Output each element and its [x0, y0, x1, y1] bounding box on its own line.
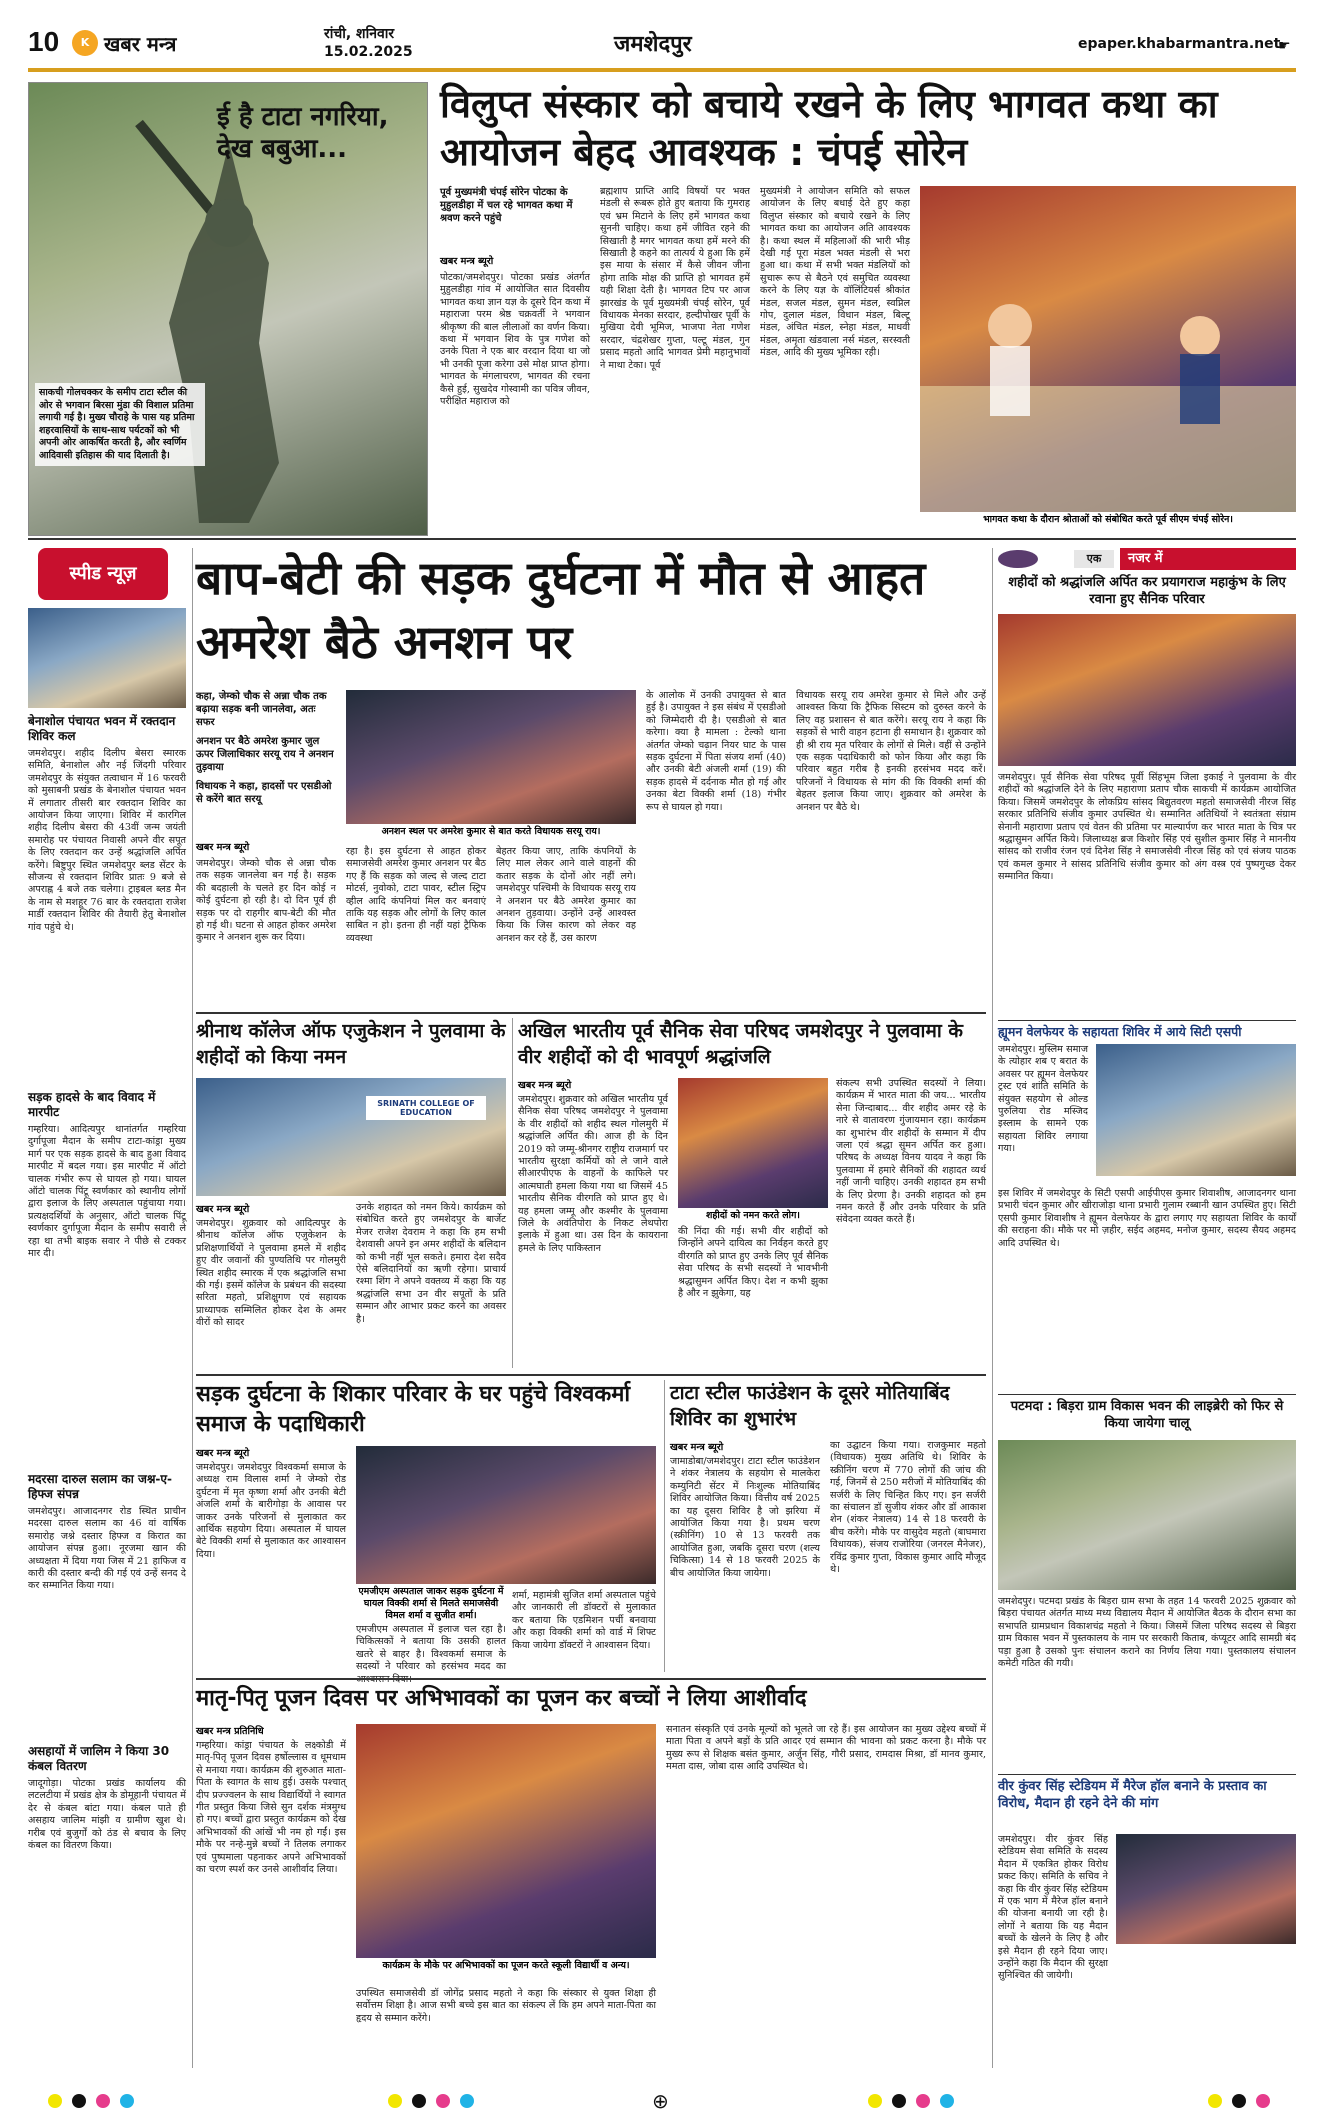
sainik-col-3: संकल्प सभी उपस्थित सदस्यों ने लिया। कार्यक्रम में भारत माता की जय... भारतीय सेना जिन्दाबाद... वीर शहीद अमर रहे के नारे से वातावरण गुंजायमान रहा। कार्यक्रम का शुभारंभ वीर शहीदों के सम्मान में दीप जला एवं श्रद्धा सुमन अर्पित कर हुआ। परिषद के अध्यक्ष विनय यादव ने कहा कि पुलवामा में हमारे सैनिकों की शहादत व्यर्थ नहीं जानी चाहिए। उनकी शहादत हम सभी के लिए प्रेरणा है। उनकी शहादत को हम नमन करते हैं और उनके परिवार के प्रति संवेदना व्यक्त करते हैं। — [836, 1078, 986, 1226]
registration-dot-icon — [1208, 2094, 1222, 2108]
column-divider — [992, 548, 993, 2068]
lead-byline: खबर मन्त्र ब्यूरो — [440, 256, 494, 267]
print-registration-marks — [28, 2090, 1296, 2114]
speed-news-text: जमशेदपुर। आजादनगर रोड स्थित प्राचीन मदरसा दारुल सलाम का 46 वां वार्षिक समारोह जश्ने दस्तार हिफ्ज व किरात का आयोजन संपन्न हुआ। नूरजमा खान की अध्यक्षता में दिया गया जिस में 21 हाफिज व कारी की दस्तार बन्दी की गई एवं उन्हें सनद दे कर सम्मानित किया गया। — [28, 1506, 186, 1592]
speed-news-headline: मदरसा दारुल सलाम का जश्न-ए-हिफ्ज संपन्न — [28, 1472, 173, 1501]
speed-news-headline: बेनाशोल पंचायत भवन में रक्तदान शिविर कल — [28, 714, 176, 743]
tata-camp-headline: टाटा स्टील फाउंडेशन के दूसरे मोतियाबिंद शिविर का शुभारंभ — [670, 1382, 950, 1430]
lead-photo-caption: भागवत कथा के दौरान श्रोताओं को संबोधित करते पूर्व सीएम चंपई सोरेन। — [983, 514, 1233, 525]
lead-col-1: पोटका/जमशेदपुर। पोटका प्रखंड अंतर्गत मुहुलडीहा गांव में आयोजित सात दिवसीय भागवत कथा ज्ञान यज्ञ के दूसरे दिन कथा में महाराजा परम श्रेष्ठ चक्रवर्ती ने भगवान श्रीकृष्ण की बाल लीलाओं का वर्णन किया। कथा में भगवान शिव के पुत्र गणेश को उनके पिता ने एक बार वरदान दिया था जो भी उनकी पूजा करेगा उसे मोक्ष प्राप्त होगा। भागवत के मंगलाचरण, भागवत की रचना कैसे हुई, सुखदेव गोस्वामी का पवित्र जीवन, परीक्षित महाराज को — [440, 272, 590, 408]
photo-feature — [28, 82, 428, 536]
main-col-3: बेहतर किया जाए, ताकि कंपनियों के लिए माल लेकर आने वाले वाहनों की कतार सड़क के दोनों ओर नहीं लगे। जमशेदपुर पश्चिमी के विधायक सरयू राय ने अनशन पर बैठे अमरेश कुमार का अनशन तुड़वाया। उन्होंने उन्हें आश्वस्त किया कि जिस कारण को लेकर वह अनशन कर रहे हैं, उस कारण — [496, 846, 636, 944]
vishwakarma-headline: सड़क दुर्घटना के शिकार परिवार के घर पहुंचे विश्वकर्मा समाज के पदाधिकारी — [196, 1382, 631, 1437]
nazar-title: नजर में — [1120, 548, 1296, 570]
main-bullet: विधायक ने कहा, हादसों पर एसडीओ से करेंगे बात सरयू — [196, 781, 332, 805]
section-rule-5 — [998, 1020, 1296, 1021]
humane-photo — [1096, 1044, 1296, 1176]
registration-dot-icon — [388, 2094, 402, 2108]
main-col-4: के आलोक में उनकी उपायुक्त से बात हुई है। उपायुक्त ने इस संबंध में एसडीओ को जिम्मेदारी दी है। एसडीओ से बात करेगा। क्या है मामला : टेल्को थाना अंतर्गत जेम्को चढ़ान नियर घाट के पास सड़क दुर्घटना में पिता संजय शर्मा (40) और उनकी बेटी अंजली शर्मा (19) की सड़क हादसे में दर्दनाक मौत हो गई और उनका बेटा विक्की शर्मा (18) गंभीर रूप से घायल हो गया। — [646, 690, 786, 813]
brand-name: खबर मन्त्र — [104, 32, 177, 56]
humane-headline: ह्यूमन वेलफेयर के सहायता शिविर में आये सिटी एसपी — [998, 1024, 1242, 1039]
registration-dot-icon — [48, 2094, 62, 2108]
pitru-headline: मातृ-पितृ पूजन दिवस पर अभिभावकों का पूजन कर बच्चों ने लिया आशीर्वाद — [196, 1686, 807, 1711]
photo-feature-caption: साकची गोलचक्कर के समीप टाटा स्टील की ओर से भगवान बिरसा मुंडा की विशाल प्रतिमा लगायी गई है। मुख्य चौराहे के पास यह प्रतिमा शहरवासियों के साथ-साथ पर्यटकों को भी अपनी ओर आकर्षित करती है, और स्वर्णिम आदिवासी इतिहास की याद दिलाती है। — [35, 383, 205, 466]
registration-dot-icon — [96, 2094, 110, 2108]
header-city-day: रांची, शनिवार — [324, 26, 395, 42]
humane-text-2: इस शिविर में जमशेदपुर के सिटी एसपी आईपीएस कुमार शिवाशीष, आजादनगर थाना प्रभारी चंदन कुमार और खीराजोड़ा थाना प्रभारी गुलाम रब्बानी खान उपस्थित हुए। सिटी एसपी कुमार शिवाशीष ने ह्यूमन वेलफेयर के द्वारा लगाए गए सहायता शिविर के कार्यों की सराहना की। मौके पर मो ज़हीर, सईद अहमद, मनोज कुमार, सदस्य सैयद अहमद आदि उपस्थित थे। — [998, 1188, 1296, 1249]
speed-news-text: गम्हरिया। आदित्यपुर थानांतर्गत गम्हरिया दुर्गापूजा मैदान के समीप टाटा-कांड्रा मुख्य मार्ग पर एक सड़क हादसे के बाद हुआ विवाद मारपीट में बदल गया। इस मारपीट में ऑटो चालक गंभीर रूप से घायल हो गया। घायल ऑटो चालक पिंटू स्वर्णकार को स्थानीय लोगों द्वारा इलाज के लिए अस्पताल पहुंचाया गया। प्रत्यक्षदर्शियों के अनुसार, ऑटो चालक पिंटू स्वर्णकार दुर्गापूजा मैदान के समीप सवारी ले रहा था तभी बाइक सवार ने पीछे से टक्कर मार दी। — [28, 1124, 186, 1260]
vishwakarma-photo-caption: एमजीएम अस्पताल जाकर सड़क दुर्घटना में घायल विक्की शर्मा से मिलते समाजसेवी विमल शर्मा व सुजीत शर्मा। — [358, 1586, 504, 1621]
sainik-photo-caption: शहीदों को नमन करते लोग। — [706, 1210, 800, 1221]
section-rule-1 — [28, 538, 1296, 540]
registration-dot-icon — [1232, 2094, 1246, 2108]
page-number: 10 — [28, 26, 60, 57]
lead-col-3: मुख्यमंत्री ने आयोजन समिति को सफल आयोजन के लिए बधाई देते हुए कहा विलुप्त संस्कार को बचाये रखने के लिए भागवत कथा का आयोजन अति आवश्यक है। कथा स्थल में महिलाओं की भारी भीड़ देखी गई पूरा मंडल भक्त मंडली से भरा हुआ था। कथा में सभी भक्त मंडलियों को सुचारू रूप से बैठने एवं समुचित व्यवस्था करने के लिए यज्ञ के वॉलिंटियर्स श्रीकांत मंडल, सजल मंडल, सुमन मंडल, स्वप्निल गोप, दुलाल मंडल, विधान मंडल, बिल्टू मंडल, अंचित मंडल, स्नेहा मंडल, माधवी मंडल, अमृता खंडवाला नर्स मंडल, सरस्वती मंडल, आदि की मुख्य भूमिका रही। — [760, 186, 910, 359]
pitru-col-1: गम्हरिया। कांड्रा पंचायत के लक्ष्कोडी में मातृ-पितृ पूजन दिवस हर्षोल्लास व धूमधाम से मनाया गया। कार्यक्रम की शुरुआत माता-पिता के स्वागत के साथ हुई। उसके पश्चात् दीप प्रज्ज्वलन के साथ विद्यार्थियों ने स्वागत गीत प्रस्तुत किया जिसे सुन दर्शक मंत्रमुग्ध हो गए। बच्चों द्वारा प्रस्तुत कार्यक्रम को देख अभिभावकों की आंखें भी नम हो गईं। इस मौके पर नन्हे-मुन्ने बच्चों ने तिलक लगाकर एवं पुष्पमाला पहनाकर अपने अभिभावकों का चरण स्पर्श कर उनसे आशीर्वाद लिया। — [196, 1740, 346, 1876]
sainik-headline: अखिल भारतीय पूर्व सैनिक सेवा परिषद जमशेदपुर ने पुलवामा के वीर शहीदों को दी भावपूर्ण श्रद्धांजलि — [518, 1020, 963, 1068]
registration-dot-icon — [916, 2094, 930, 2108]
sainik-col-2: की निंदा की गई। सभी वीर शहीदों को जिन्होंने अपने दायित्व का निर्वहन करते हुए वीरगति को प्राप्त हुए उनके लिए पूर्व सैनिक सेवा परिषद के सभी सदस्यों ने भावभीनी श्रद्धासुमन अर्पित किए। देश न कभी झुका है और न झुकेगा, यह — [678, 1226, 828, 1300]
pitru-photo-caption: कार्यक्रम के मौके पर अभिभावकों का पूजन करते स्कूली विद्यार्थी व अन्य। — [382, 1960, 630, 1971]
speed-news-headline: सड़क हादसे के बाद विवाद में मारपीट — [28, 1090, 156, 1119]
nazar-header — [998, 548, 1296, 570]
speed-news-logo: स्पीड न्यूज़ — [38, 548, 168, 600]
nazar-eye-icon — [998, 550, 1038, 568]
pitru-photo — [356, 1724, 656, 1958]
column-divider — [664, 1380, 665, 1672]
srinath-col-1: जमशेदपुर। शुक्रवार को आदित्यपुर के श्रीनाथ कॉलेज ऑफ एजुकेशन के प्रशिक्षणार्थियों ने पुलवामा हमले में शहीद हुए वीर जवानों की पुण्यतिथि पर गोलमुरी स्थित शहीद स्मारक में एक श्रद्धांजलि सभा की गई। इसमें कॉलेज के प्रबंधन की सदस्या सरिता महतो, प्रशिक्षुगण एवं सहायक प्राध्यापक सम्मिलित होकर देश के अमर वीरों को सादर — [196, 1218, 346, 1329]
registration-dot-icon — [412, 2094, 426, 2108]
bhagwat-katha-photo — [920, 186, 1296, 512]
vishwakarma-col-1: जमशेदपुर। जमशेदपुर विश्वकर्मा समाज के अध्यक्ष राम विलास शर्मा ने जेम्को रोड दुर्घटना में मृत कृष्णा शर्मा और उनकी बेटी अंजलि शर्मा के बारीगोड़ा के आवास पर जाकर उनके परिजनों से मुलाकात कर आर्थिक सहयोग दिया। अस्पताल में घायल बेटे विक्की शर्मा से मुलाकात कर आश्वासन दिया। — [196, 1462, 346, 1560]
photo-feature-title: ई है टाटा नगरिया, देख बबुआ... — [217, 102, 389, 164]
registration-dot-icon — [940, 2094, 954, 2108]
nazar-headline: शहीदों को श्रद्धांजलि अर्पित कर प्रयागराज महाकुंभ के लिए रवाना हुए सैनिक परिवार — [1008, 575, 1286, 607]
crosshair-icon: ⊕ — [652, 2089, 669, 2113]
srinath-banner: SRINATH COLLEGE OF EDUCATION — [366, 1096, 486, 1120]
main-byline: खबर मन्त्र ब्यूरो — [196, 842, 250, 853]
speed-news-text: जमशेदपुर। शहीद दिलीप बेसरा स्मारक समिति, बेनाशोल और नई जिंदगी परिवार जमशेदपुर के संयुक्त तत्वाधान में 16 फरवरी को मुसाबनी प्रखंड के बेनाशोल पंचायत भवन में लगातार तीसरी बार रक्तदान शिविर का आयोजन किया जाएगा। शिविर में कारगिल शहीद दिलीप बेसरा की 43वीं जन्म जयंती समारोह पर पंचायत निवासी अपने वीर सपूत के लिए रक्तदान कर उन्हें श्रद्धांजलि अर्पित करेंगे। बिष्टुपुर स्थित जमशेदपुर ब्लड सेंटर के सौजन्य से रक्तदान शिविर प्रातः 9 बजे से अपराह्न 4 बजे तक चलेगा। ट्राइबल ब्लड मैन के नाम से मशहूर 76 बार के रक्तदाता राजेश मार्डी रक्तदान शिविर की तैयारी हेतु बेनाशोल गांव पहुंचे थे। — [28, 748, 186, 933]
speed-news-item — [28, 1744, 186, 2078]
section-title: जमशेदपुर — [614, 32, 692, 57]
main-bullet: अनशन पर बैठे अमरेश कुमार जुल ऊपर जिलाधिकार सरयू राय ने अनशन तुड़वाया — [196, 736, 334, 773]
srinath-col-2: उनके शहादत को नमन किये। कार्यक्रम को संबोधित करते हुए जमशेदपुर के बार्जेट मेजर राजेश देवराम ने कहा कि हम सभी देशवासी अपने इन अमर शहीदों के बलिदान को कभी नहीं भूल सकते। हमारा देश सदैव ऐसे बलिदानियों का ऋणी रहेगा। प्राचार्य रश्मा शिंग ने अपने वक्तव्य में कहा कि यह श्रद्धांजलि सभा उन वीर सपूतों के प्रति सम्मान और आभार प्रकट करने का अवसर है। — [356, 1202, 506, 1325]
masthead — [28, 24, 1296, 68]
lead-col-2: ब्रह्मशाप प्राप्ति आदि विषयों पर भक्त मंडली से रूबरू होते हुए बताया कि गुमराह एवं भ्रम मिटाने के लिए हमें भागवत कथा सुननी चाहिए। कथा हमें जीवित रहने की सिखाती है मगर भागवत कथा हमें मरने की सिखाती है कहने का तात्पर्य ये हुआ कि हमें इस माया के संसार में कैसे जीवन जीना होगा ताकि मोक्ष की प्राप्ति हो भागवत हमें यही शिक्षा देती है। भागवत टिप पर आज झारखंड के पूर्व मुख्यमंत्री चंपई सोरेन, पूर्व विधायक मेनका सरदार, हल्दीपोखर पूर्वी के मुखिया देवी भूमिज, भाजपा नेता गणेश सरदार, चंद्रशेखर गुप्ता, पल्टू मंडल, गुन प्रसाद महतो आदि भागवत प्रेमी महानुभावों ने माथा टेका। पूर्व — [600, 186, 750, 371]
main-story-bullets — [196, 690, 336, 806]
anshan-photo — [346, 690, 636, 824]
blood-donation-photo — [28, 608, 186, 708]
cursor-icon: ☛ — [1278, 38, 1291, 54]
vishwakarma-col-3: शर्मा, महामंत्री सुजित शर्मा अस्पताल पहुंचे और जानकारी ली डॉक्टरों से मुलाकात कर बताया कि एडमिशन पर्ची बनवाया और कहा विक्की शर्मा को वार्ड में शिफ्ट किया जायेगा डॉक्टरों ने आश्वासन दिया। — [512, 1590, 656, 1651]
speed-news-item — [28, 1090, 186, 1460]
speed-news-column — [28, 548, 186, 2068]
masthead-rule — [28, 68, 1296, 72]
tata-camp-byline: खबर मन्त्र ब्यूरो — [670, 1442, 724, 1453]
header-date: 15.02.2025 — [324, 44, 413, 60]
sainik-byline: खबर मन्त्र ब्यूरो — [518, 1080, 572, 1091]
sainik-photo — [678, 1078, 828, 1208]
stadium-text: जमशेदपुर। वीर कुंवर सिंह स्टेडियम सेवा समिति के सदस्य मैदान में एकत्रित होकर विरोध प्रकट किए। समिति के सचिव ने कहा कि वीर कुंवर सिंह स्टेडियम में एक भाग में मैरेज हॉल बनाने की योजना बनायी जा रही है। लोगों ने बताया कि यह मैदान बच्चों के खेलने के लिए है और इसे मैदान ही रहने दिया जाए। उन्होंने कहा कि मैदान की सुरक्षा सुनिश्चित की जायेगी। — [998, 1834, 1108, 1982]
section-rule-7 — [998, 1774, 1296, 1775]
main-col-5: विधायक सरयू राय अमरेश कुमार से मिले और उन्हें आश्वस्त किया कि ट्रैफिक सिस्टम को दुरुस्त करने के लिए वह प्रशासन से बात करेंगे। सरयू राय ने कहा कि सड़कों से भारी वाहन हटाना ही समाधान है। शुक्रवार को ही श्री राय मृत परिवार के लोगों से मिले। वहीं से उन्होंने एक सड़क पदाधिकारी को फोन किया और कहा कि परिवार बहुत गरीब है इनकी हरसंभव मदद करें। परिजनों ने विधायक से मांग की कि विक्की शर्मा की बेहतर इलाज किया जाए। शुक्रवार को अमरेश के अनशन पर बैठे थे। — [796, 690, 986, 813]
patamda-text: जमशेदपुर। पटमदा प्रखंड के बिड़रा ग्राम सभा के तहत 14 फरवरी 2025 शुक्रवार को बिड़रा पंचायत अंतर्गत माध्य मध्य विद्यालय मैदान में आयोजित बैठक के दौरान सभा का सभापति ग्रामप्रधान विकाशचंद्र महतो ने किया। जिसमें जिला परिषद सदस्य से बिड़रा ग्राम विकास भवन में पुस्तकालय के नाम पर सरकारी किताब, कंप्यूटर आदि सामग्री बंद पड़ा हुआ है उसको पुनः संचालन कराने का निर्णय लिया गया। पुस्तकालय संचालन कमेटी गठित की गयी। — [998, 1596, 1296, 1670]
lead-bullet: पूर्व मुख्यमंत्री चंपई सोरेन पोटका के मुहुलडीहा में चल रहे भागवत कथा में श्रवण करने पहुंचे — [440, 187, 573, 224]
main-photo-caption: अनशन स्थल पर अमरेश कुमार से बात करते विधायक सरयू राय। — [381, 826, 601, 837]
main-col-2: रहा है। इस दुर्घटना से आहत होकर समाजसेवी अमरेश कुमार अनशन पर बैठ गए हैं कि सड़क को जल्द से जल्द टाटा मोटर्स, नुवोको, टाटा पावर, स्टील स्ट्रिप व्हील आदि कंपनियां मिल कर बनवाएं ताकि यह सड़क और लोगों के लिए काल साबित न हो। इतना ही नहीं यहां ट्रैफिक व्यवस्था — [346, 846, 486, 944]
katha-stage-illustration — [920, 186, 1296, 512]
tata-camp-col-2: का उद्घाटन किया गया। राजकुमार महतो (विधायक) मुख्य अतिथि थे। शिविर के स्क्रीनिंग चरण में 770 लोगों की जांच की गई, जिनमें से 250 मरीजों में मोतियाबिंद की सर्जरी के लिए चिन्हित किए गए। इन सर्जरी का संचालन डॉ सुजीय शंकर और डॉ आकाश शेन (शंकर नेत्रालय) 14 से 18 फरवरी के बीच करेंगे। मौके पर वासुदेव महतो (बाघमारा विधायक), संजय राजोरिया (जनरल मैनेजर), रविंद्र कुमार गुप्ता, विकास कुमार आदि मौजूद थे। — [830, 1440, 986, 1576]
registration-dot-icon — [436, 2094, 450, 2108]
lead-story — [440, 186, 910, 516]
speed-news-text: जादूगोड़ा। पोटका प्रखंड कार्यालय की लटलटीया में प्रखंड क्षेत्र के डोमूहानी पंचायत में देर से कंबल बांटा गया। कंबल पाते ही असहाय जालिम मांझी व ग्रामीण खुश थे। गरीब एवं बुजुर्गों को ठंड से बचाव के लिए कंबल का वितरण किया। — [28, 1778, 186, 1852]
registration-dot-icon — [1256, 2094, 1270, 2108]
stadium-photo — [1116, 1834, 1296, 1944]
srinath-headline: श्रीनाथ कॉलेज ऑफ एजुकेशन ने पुलवामा के शहीदों को किया नमन — [196, 1020, 506, 1068]
registration-dot-icon — [868, 2094, 882, 2108]
speed-news-headline: असहायों में जालिम ने किया 30 कंबल वितरण — [28, 1744, 170, 1773]
section-rule-2 — [196, 1012, 986, 1014]
section-rule-3 — [196, 1374, 986, 1376]
vishwakarma-byline: खबर मन्त्र ब्यूरो — [196, 1448, 250, 1459]
tata-camp-col-1: जामाडोबा/जमशेदपुर। टाटा स्टील फाउंडेशन ने शंकर नेत्रालय के सहयोग से मालकेरा कम्युनिटी सेंटर में निःशुल्क मोतियाबिंद शिविर आयोजित किया। वित्तीय वर्ष 2025 का यह दूसरा शिविर है जो झरिया में आयोजित किया गया है। प्रथम चरण (स्क्रीनिंग) 10 से 13 फरवरी तक आयोजित हुआ, जबकि दूसरा चरण (शल्य चिकित्सा) 14 से 18 फरवरी 2025 के बीच आयोजित किया जायेगा। — [670, 1456, 820, 1579]
srinath-byline: खबर मन्त्र ब्यूरो — [196, 1204, 250, 1215]
nazar-text: जमशेदपुर। पूर्व सैनिक सेवा परिषद पूर्वी सिंहभूम जिला इकाई ने पुलवामा के वीर शहीदों को श्रद्धांजलि देने के लिए महाराणा प्रताप चौक साकची में कार्यक्रम आयोजित किया। जिसमें जमशेदपुर के लोकप्रिय सांसद बिद्युतवरण महतो समाजसेवी नीरज सिंह सरकार प्रतिनिधि संजीव कुमार उपस्थित थे। सम्मानित अतिथियों ने स्वतंत्रता संग्राम सेनानी महाराणा प्रताप एवं वेतन की प्रतिमा पर माल्यार्पण कर भारत माता के चित्र पर श्रद्धासुमन अर्पित किये। जिलाध्यक्ष ब्रज किशोर सिंह एवं सुशील कुमार सिंह ने माननीय सांसद को राजीव रंजन एवं दिनेश सिंह ने समाजसेवी नीरज सिंह को एवं संजय पाठक एवं कमल कुमार ने सांसद प्रतिनिधि संजीव कुमार को अंग वस्त्र एवं पुष्पगुच्छ देकर सम्मानित किया। — [998, 772, 1296, 883]
registration-dot-icon — [892, 2094, 906, 2108]
pitru-col-2: उपस्थित समाजसेवी डॉ जोगेंद्र प्रसाद महतो ने कहा कि संस्कार से युक्त शिक्षा ही सर्वोत्तम शिक्षा है। आज सभी बच्चे इस बात का संकल्प लें कि हम अपने माता-पिता का हृदय से सम्मान करेंगे। — [356, 1988, 656, 2024]
section-rule-6 — [998, 1394, 1296, 1395]
lead-headline: विलुप्त संस्कार को बचाये रखने के लिए भागवत कथा का आयोजन बेहद आवश्यक : चंपई सोरेन — [440, 82, 1218, 174]
nazar-label: एक — [1074, 550, 1114, 568]
humane-text-1: जमशेदपुर। मुस्लिम समाज के त्योहार शब ए बरात के अवसर पर ह्यूमन वेलफेयर ट्रस्ट एवं शांति समिति के संयुक्त सहयोग से ओल्ड पुरुलिया रोड मस्जिद इस्लाम के सामने एक सहायता शिविर लगाया गया। — [998, 1044, 1088, 1155]
patamda-photo — [998, 1440, 1296, 1590]
vishwakarma-col-2: एमजीएम अस्पताल में इलाज चल रहा है। चिकित्सकों ने बताया कि उसकी हालत खतरे से बाहर है। विश्वकर्मा समाज के सदस्यों ने परिवार को हरसंभव मदद का — [356, 1624, 506, 1673]
registration-dot-icon — [120, 2094, 134, 2108]
pitru-byline: खबर मन्त्र प्रतिनिधि — [196, 1726, 264, 1737]
sainik-col-1: जमशेदपुर। शुक्रवार को अखिल भारतीय पूर्व सैनिक सेवा परिषद जमशेदपुर ने पुलवामा के वीर शहीदों को शहीद स्थल गोलमुरी में श्रद्धांजलि अर्पित की। आज ही के दिन 2019 को जम्मू-श्रीनगर राष्ट्रीय राजमार्ग पर भारतीय सुरक्षा कर्मियों को ले जाने वाले सीआरपीएफ के वाहनों के काफिले पर आत्मघाती हमला किया गया था जिसमें 45 भारतीय सैनिक वीरगति को प्राप्त हुए थे। यह हमला जम्मू और कश्मीर के पुलवामा जिले के अवंतिपोरा के निकट लेथपोरा इलाके में हुआ था। उस दिन के कायराना हमले के लिए पाकिस्तान — [518, 1094, 668, 1254]
registration-dot-icon — [460, 2094, 474, 2108]
srinath-photo — [196, 1078, 506, 1196]
vishwakarma-photo — [356, 1446, 656, 1584]
nazar-photo — [998, 614, 1296, 766]
column-divider — [192, 548, 193, 2068]
main-headline: बाप-बेटी की सड़क दुर्घटना में मौत से आहत अमरेश बैठे अनशन पर — [196, 551, 926, 669]
main-col-1: जमशेदपुर। जेम्को चौक से अन्ना चौक तक सड़क जानलेवा बन गई है। सड़क की बदहाली के चलते हर दिन कोई न कोई दुर्घटना हो रही है। दो दिन पूर्व ही सड़क पर दो राहगीर बाप-बेटी की मौत हो गई थी। घटना से आहत होकर अमरेश कुमार ने अनशन शुरू कर दिया। — [196, 858, 336, 944]
patamda-headline: पटमदा : बिड़रा ग्राम विकास भवन की लाइब्रेरी को फिर से किया जायेगा चालू — [1010, 1399, 1284, 1431]
section-rule-4 — [196, 1678, 986, 1680]
main-bullet: कहा, जेम्को चौक से अन्ना चौक तक बढ़ाया सड़क बनी जानलेवा, अतः सफर — [196, 691, 327, 728]
stadium-headline: वीर कुंवर सिंह स्टेडियम में मैरेज हॉल बनाने के प्रस्ताव का विरोध, मैदान ही रहने देने की मांग — [998, 1779, 1267, 1811]
speed-news-item — [28, 1472, 186, 1738]
brand-logo-icon: K — [72, 30, 98, 56]
speed-news-item — [28, 714, 186, 1096]
website-link[interactable]: epaper.khabarmantra.net — [1078, 36, 1281, 52]
pitru-col-3: सनातन संस्कृति एवं उनके मूल्यों को भूलते जा रहे हैं। इस आयोजन का मुख्य उद्देश्य बच्चों में माता पिता व अपने बड़ों के प्रति आदर एवं सम्मान की भावना को प्रकट करना है। मौके पर मुख्य रूप से शिक्षक बसंत कुमार, अर्जुन सिंह, गौरी प्रसाद, रामदास मिश्रा, डॉ मानव कुमार, ममता दास, जोबा दास आदि उपस्थित थे। — [666, 1724, 986, 1773]
column-divider — [512, 1018, 513, 1368]
registration-dot-icon — [72, 2094, 86, 2108]
